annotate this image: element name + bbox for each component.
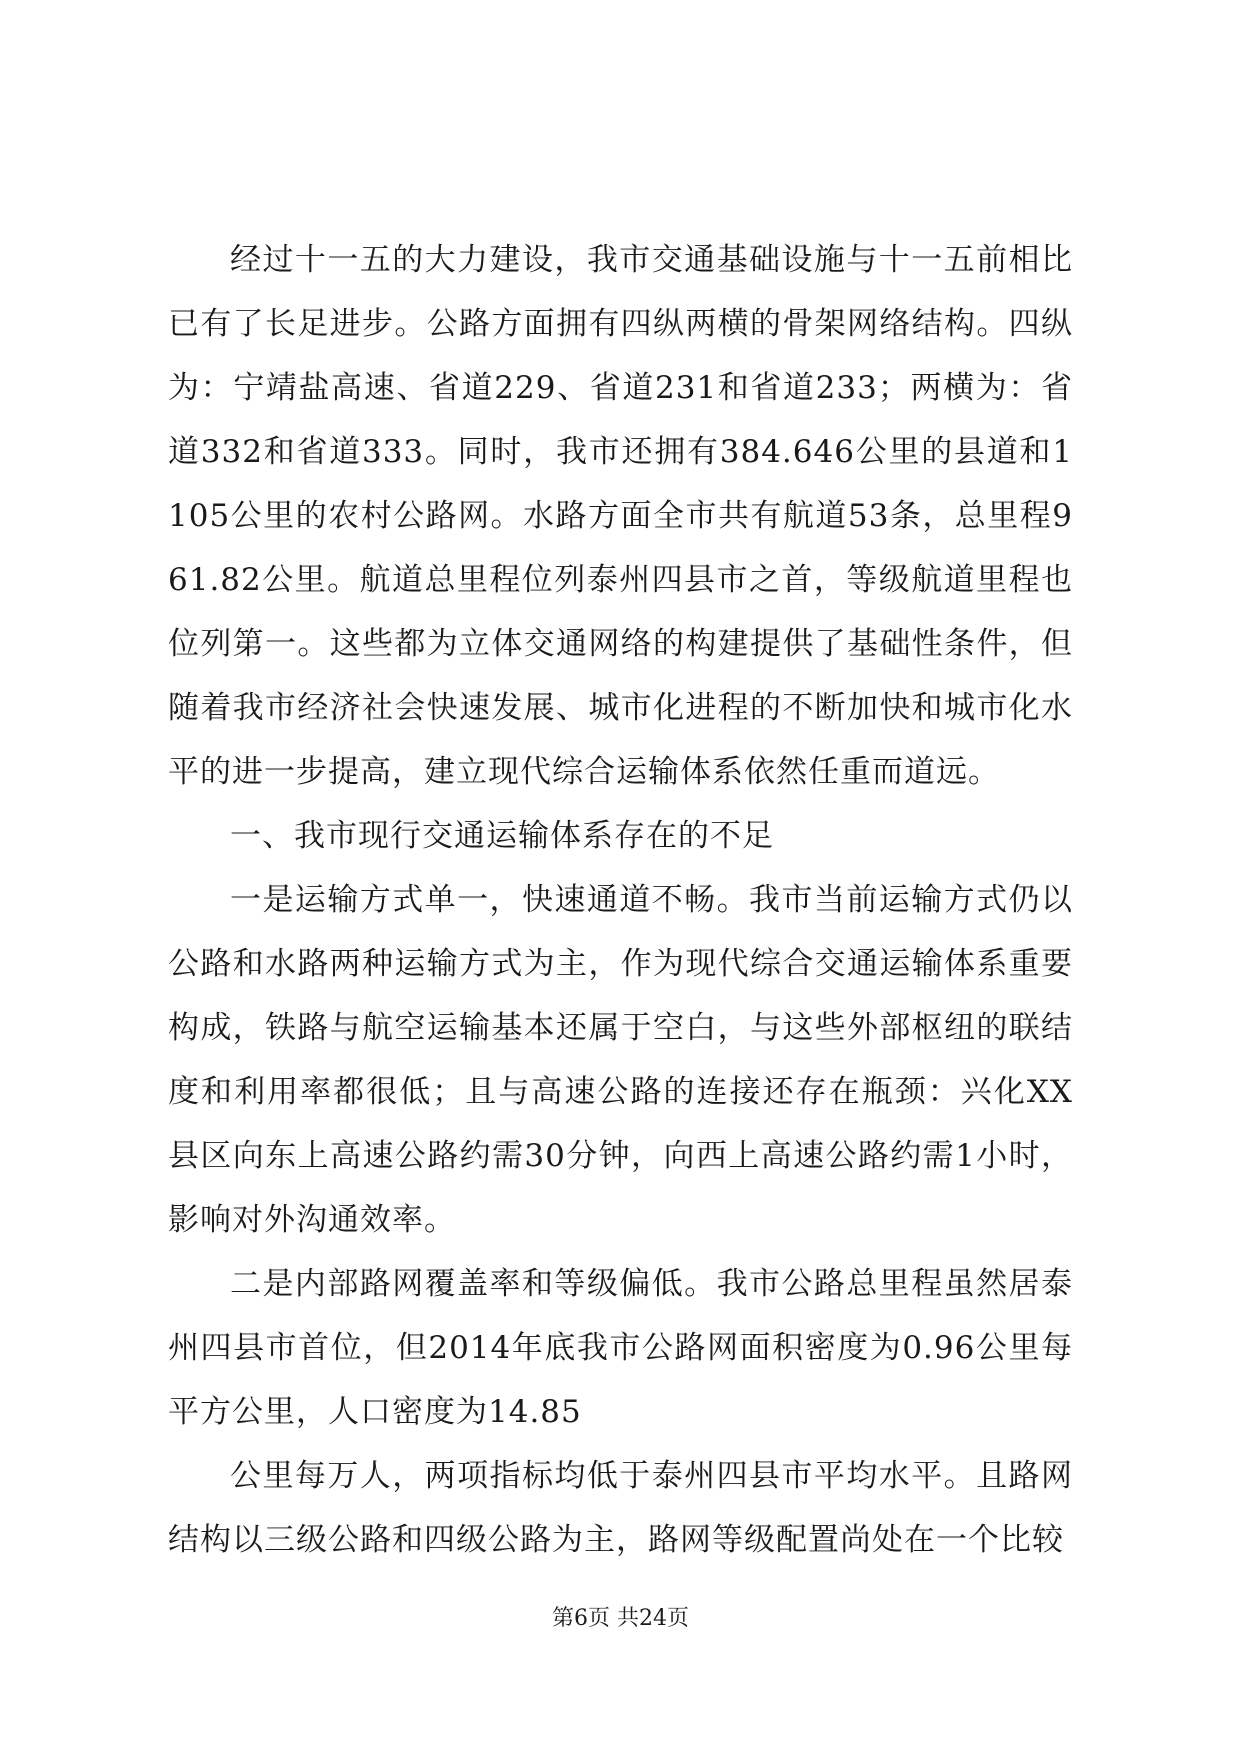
paragraph-continuation: 公里每万人，两项指标均低于泰州四县市平均水平。且路网结构以三级公路和四级公路为主，路网等级配置尚处在一个比较 <box>168 1458 1073 1558</box>
paragraph-intro: 经过十一五的大力建设，我市交通基础设施与十一五前相比已有了长足进步。公路方面拥有四纵两横的骨架网络结构。四纵为：宁靖盐高速、省道229、省道231和省道233；两横为：省道332和省道333。同时，我市还拥有384.646公里的县道和1105公里的农村公路网。水路方面全市共有航道53条，总里程961.82公里。航道总里程位列泰州四县市之首，等级航道里程也位列第一。这些都为立体交通网络的构建提供了基础性条件，但随着我市经济社会快速发展、城市化进程的不断加快和城市化水平的进一步提高，建立现代综合运输体系依然任重而道远。 <box>168 242 1073 790</box>
page-number-footer: 第6页 共24页 <box>552 1606 689 1631</box>
document-body <box>168 228 1073 1572</box>
paragraph-point-two: 二是内部路网覆盖率和等级偏低。我市公路总里程虽然居泰州四县市首位，但2014年底我市公路网面积密度为0.96公里每平方公里，人口密度为14.85 <box>168 1266 1073 1430</box>
section-heading: 一、我市现行交通运输体系存在的不足 <box>230 818 774 854</box>
paragraph-point-one: 一是运输方式单一，快速通道不畅。我市当前运输方式仍以公路和水路两种运输方式为主，作为现代综合交通运输体系重要构成，铁路与航空运输基本还属于空白，与这些外部枢纽的联结度和利用率都很低；且与高速公路的连接还存在瓶颈：兴化XX县区向东上高速公路约需30分钟，向西上高速公路约需1小时，影响对外沟通效率。 <box>168 882 1073 1238</box>
